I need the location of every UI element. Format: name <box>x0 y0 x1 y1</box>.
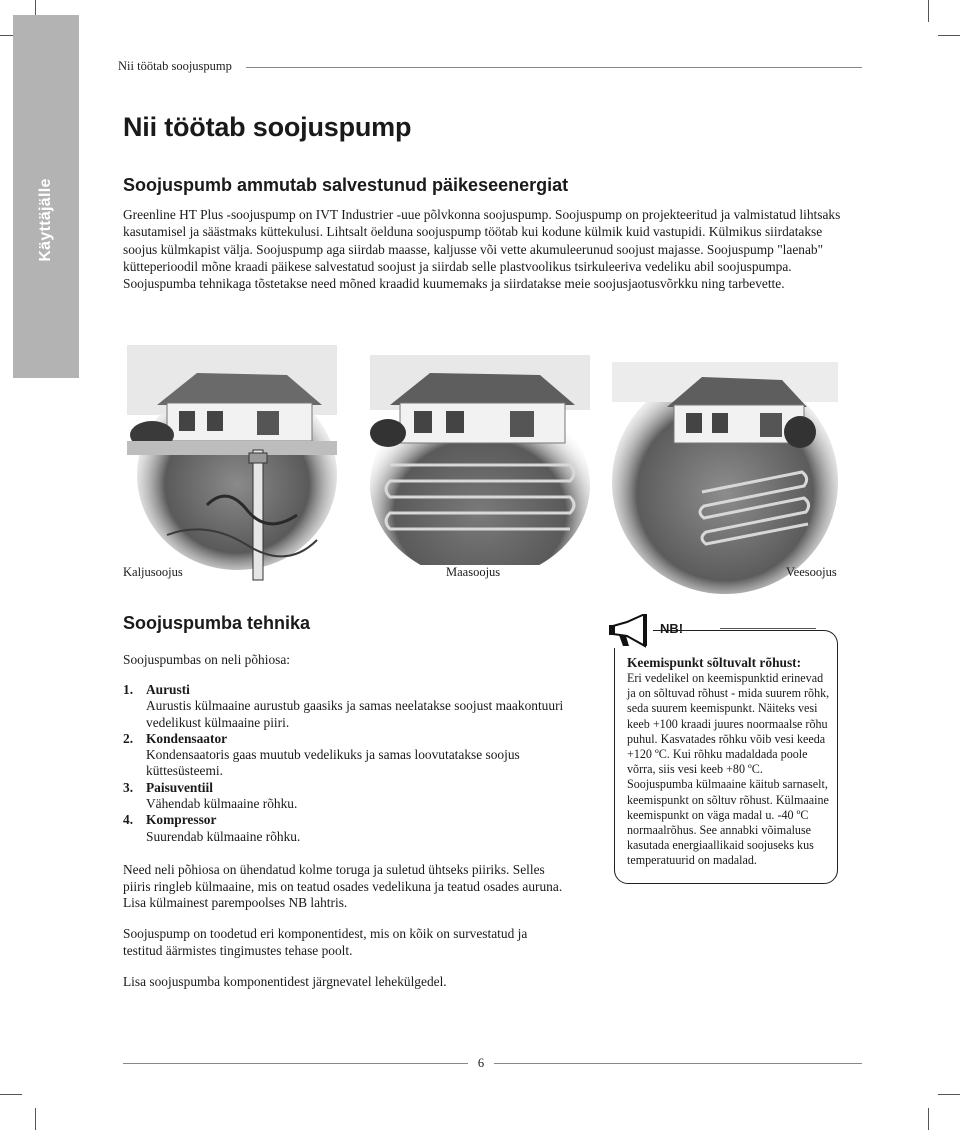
nb-title: Keemispunkt sõltuvalt rõhust: <box>627 655 802 670</box>
megaphone-icon <box>605 614 653 648</box>
item-text: Vähendab külmaaine rõhku. <box>146 796 298 812</box>
crop-mark <box>0 1094 22 1095</box>
rock-heat-illustration <box>127 345 337 583</box>
nb-label: NB! <box>660 621 684 636</box>
page-number: 6 <box>470 1056 492 1071</box>
item-title: Aurusti <box>146 682 190 697</box>
parts-list <box>123 682 573 845</box>
list-item <box>123 812 573 845</box>
figure-caption: Veesoojus <box>786 565 837 579</box>
list-item <box>123 780 573 813</box>
body-paragraph: Soojuspump on toodetud eri komponentidest, mis on kõik on survestatud ja testitud äärmistes tingimustes tehase poolt. <box>123 926 528 958</box>
section-heading: Soojuspumba tehnika <box>123 613 311 633</box>
item-number: 2. <box>123 730 134 746</box>
crop-mark <box>928 1108 929 1130</box>
water-heat-illustration <box>612 362 838 594</box>
intro-paragraph: Greenline HT Plus -soojuspump on IVT Industrier -uue põlvkonna soojuspump. Soojuspump on projekteeritud ja valmistatud lihtsaks kasutamisel ja säästmaks küttekulusi. Lihtsalt öelduna soojuspump töötab kui kodune külmik kuid vastupidi. Külmikus siirdatakse soojus külmkapist välja. Soojuspump aga siirdab maasse, kaljusse või vette akumuleerunud soojust majasse. Soojuspump "laenab" kütteperioodil mõne kraadi päikese salvestatud soojust ja siirdab selle plastvoolikus tsirkuleeriva vedeliku abil soojuspumpa. Soojuspumba tehnikaga tõstetakse need mõned kraadid kuumemaks ja siirdatakse meie soojusjaotusvõrkku ning tarbevette. <box>123 207 841 292</box>
item-number: 1. <box>123 682 134 697</box>
nb-rule <box>720 628 816 629</box>
list-item <box>123 682 573 731</box>
item-text: Kondensaatoris gaas muutub vedelikuks ja samas loovutatakse soojus küttesüsteemi. <box>146 747 520 779</box>
item-title: Kompressor <box>146 812 217 828</box>
item-text: Suurendab külmaaine rõhku. <box>146 828 301 844</box>
header-rule <box>246 67 862 68</box>
section-side-tab <box>13 15 79 378</box>
crop-mark <box>938 1094 960 1095</box>
footer-rule <box>123 1063 468 1064</box>
item-number: 3. <box>123 779 134 795</box>
body-paragraph: Lisa soojuspumba komponentidest järgnevatel lehekülgedel. <box>123 974 447 989</box>
running-header: Nii töötab soojuspump <box>118 59 232 73</box>
footer-rule <box>494 1063 862 1064</box>
parts-lead: Soojuspumbas on neli põhiosa: <box>123 652 291 667</box>
item-title: Kondensaator <box>146 730 228 746</box>
item-number: 4. <box>123 812 134 828</box>
crop-mark <box>938 35 960 36</box>
crop-mark <box>35 1108 36 1130</box>
item-title: Paisuventiil <box>146 779 213 795</box>
ground-heat-illustration <box>370 355 590 565</box>
side-tab-label: Käyttäjälle <box>37 178 54 262</box>
nb-text: Eri vedelikel on keemispunktid erinevad ja on sõltuvad rõhust - mida suurem rõhk, seda suurem keemispunkt. Näiteks vesi keeb +100 kraadi juures noormaalse rõhu puhul. Kasvatades rõhku võib vesi keeda +120 ºC. Kui rõhku madaldada poole võrra, siis vesi keeb +80 ºC. Soojuspumba külmaaine käitub sarnaselt, keemispunkt on sõltuv rõhust. Külmaaine keemispunkt on väga madal u. -40 ºC normaalrõhus. See annabki võimaluse kasutada energiaallikaid soojuseks kus temperatuurid on madalad. <box>627 671 830 868</box>
page-subtitle: Soojuspumb ammutab salvestunud päikeseenergiat <box>123 175 569 195</box>
page-title: Nii töötab soojuspump <box>123 112 412 142</box>
body-paragraph: Need neli põhiosa on ühendatud kolme toruga ja suletud ühtseks piiriks. Selles piiris ringleb külmaaine, mis on teatud osades vedelikuna ja teatud osades auruna. Lisa külmainest parempoolses NB lahtris. <box>123 862 563 910</box>
figure-caption: Maasoojus <box>446 565 501 579</box>
list-item <box>123 731 573 780</box>
figure-caption: Kaljusoojus <box>123 565 183 579</box>
crop-mark <box>928 0 929 22</box>
item-text: Aurustis külmaaine aurustub gaasiks ja samas neelatakse soojust maakontuuri vedelikust külmaaine piiri. <box>146 698 564 730</box>
